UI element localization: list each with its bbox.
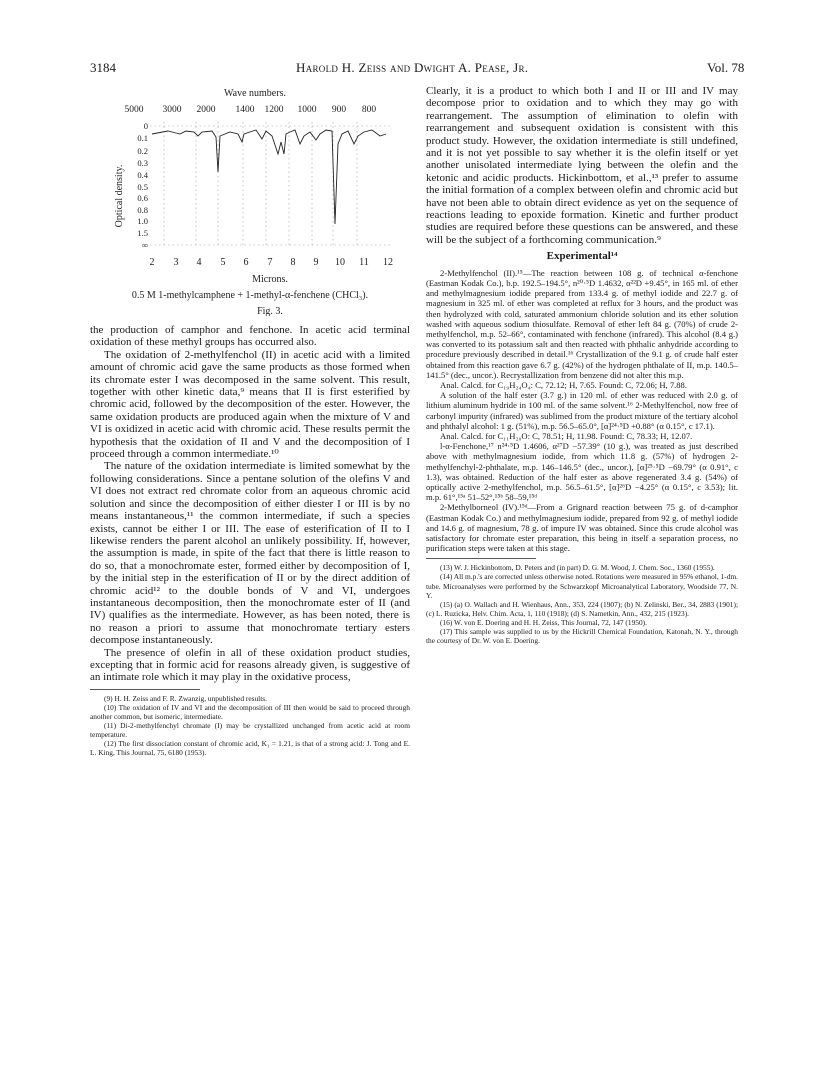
bottom-tick-label: 10 [335, 257, 345, 268]
bottom-tick-label: 12 [383, 257, 393, 268]
top-tick-label: 2000 [196, 105, 216, 115]
top-tick-label: 1200 [264, 105, 284, 115]
y-tick-label: ∞ [141, 240, 148, 250]
experimental-paragraph: l-α-Fenchone,¹⁷ n²⁴·⁵D 1.4606, α²⁷D −57.39° (10 g.), was treated as just described above with methylmagnesium iodide, from which 11.8 g. (57%) of hydrogen 2-methylfenchyl-2-phthalate, m.p. 146–146.5° (dec., uncor.), [α]²⁵·⁵D −69.79° (α 0.91°, c 1.3), was obtained. Reduction of the half ester as above regenerated 3.4 g. (54%) of optically active 2-methylfenchol, m.p. 56.5–61.5°, [α]²⁶D −4.25° (α 0.15°, c 3.53); lit. m.p. 61°,¹⁵ᵃ 51–52°,¹⁵ᵇ 58–59,¹⁵ᵈ [426, 441, 738, 503]
y-tick-label: 0.1 [137, 133, 148, 143]
footnote-divider [90, 689, 200, 690]
left-column [90, 324, 410, 757]
experimental-paragraph: A solution of the half ester (3.7 g.) in 120 ml. of ether was reduced with 2.0 g. of lithium aluminum hydride in 100 ml. of the same solvent.¹⁶ 2-Methylfenchol, now free of carbonyl impurity (infrared) was sublimed from the product mixture of the tertiary alcohol and phthalyl alcohol: 1 g. (51%), m.p. 56.5–65.0°, [α]²⁴·⁵D +0.88° (α 0.15°, c 17.1). [426, 390, 738, 431]
y-tick-label: 0.3 [137, 158, 148, 168]
y-tick-label: 0.6 [137, 193, 148, 203]
bottom-tick-label: 7 [267, 257, 273, 268]
top-tick-label: 900 [331, 105, 347, 115]
footnote: (10) The oxidation of IV and VI and the decomposition of III then would be said to proceed through another common, but isomeric, intermediate. [90, 702, 410, 721]
footnote: (15) (a) O. Wallach and H. Wienhaus, Ann., 353, 224 (1907); (b) N. Zelinski, Ber., 34, 2883 (1901); (c) L. Ruzicka, Helv. Chim. Acta, 1, 110 (1918); (d) S. Nametkin, Ann., 432, 215 (1923). [426, 599, 738, 618]
y-tick-label: 0.4 [137, 170, 148, 180]
footnote: (9) H. H. Zeiss and F. R. Zwanzig, unpublished results. [104, 693, 268, 703]
paragraph: The nature of the oxidation intermediate is limited somewhat by the following considerations. Since a pentane solution of the olefins V and VI does not extract red chromate color from an aqueous chromic acid solution and since the decomposition of either diester I or III is by no means instantaneous,¹¹ the common intermediate, if such a species exists, cannot be either I or III. The ease of esterification of II to I likewise renders the parent alcohol an unlikely possibility. If, however, the assumption is made, in spite of the fact that there is little reason to do so, that a monochromate ester, formed either by decomposition of I, by the initial step in the esterification of II or by the direct addition of chromic acid¹² to the double bonds of V and VI, undergoes instantaneous decomposition, then the monochromate ester of II (and IV) qualifies as the intermediate. However, as has been noted, there is no reason a priori to assume that monochromate tertiary esters decompose instantaneously. [90, 460, 410, 647]
y-tick-label: 1.0 [137, 216, 148, 226]
bottom-tick-label: 11 [359, 257, 369, 268]
top-tick-label: 1400 [235, 105, 255, 115]
y-tick-label: 0.5 [137, 182, 148, 192]
figure-caption: 0.5 M 1-methylcamphene + 1-methyl-α-fenchene (CHCl₃). [131, 290, 369, 301]
bottom-tick-label: 8 [290, 257, 296, 268]
top-tick-label: 5000 [124, 105, 144, 115]
bottom-tick-label: 9 [313, 257, 319, 268]
paragraph: The oxidation of 2-methylfenchol (II) in acetic acid with a limited amount of chromic acid gave the same products as those formed when its chromate ester I was decomposed in the same solvent. This result, together with other kinetic data,⁹ means that II is first esterified by chromic acid, followed by the decomposition of the ester. However, the same oxidation products are produced again when the mixture of V and VI is oxidized in acetic acid with chromic acid. These results permit the hypothesis that the oxidation of II and V and the decomposition of I proceed through a common intermediate.¹⁰ [90, 348, 410, 461]
bottom-tick-label: 3 [173, 257, 179, 268]
paragraph: Clearly, it is a product to which both I and II or III and IV may decompose prior to oxidation and to which they may go with rearrangement. The assumption of elimination to olefin with rearrangement and subsequent oxidation is consistent with this product study. However, the oxidation intermediate is still undefined, and it is not yet possible to say whether it is the olefin itself or yet another unisolated intermediate lying between the olefin and the ketonic and acidic products. Hickinbottom, et al.,¹³ prefer to assume the initial formation of a complex between olefin and chromic acid but have not been able to obtain direct evidence as yet on the sequence of reactions leading to epoxide formation. Kinetic and further product studies are required before these questions can be answered, and these will be the subject of a forthcoming communication.⁹ [426, 85, 738, 246]
experimental-heading: Experimental¹⁴ [546, 250, 618, 263]
bottom-tick-label: 4 [196, 257, 202, 268]
microns-label: Microns. [252, 274, 288, 285]
footnote: (14) All m.p.'s are corrected unless otherwise noted. Rotations were measured in 95% ethanol, 1-dm. tube. Microanalyses were performed by the Schwarzkopf Microanalytical Laboratory, Woodside 77, N. Y. [426, 572, 738, 600]
analysis-line: Anal. Calcd. for C₁₁H₂₀O: C, 78.51; H, 11.98. Found: C, 78.33; H, 12.07. [440, 430, 693, 441]
right-column [426, 85, 738, 645]
paragraph: the production of camphor and fenchone. In acetic acid terminal oxidation of these methyl groups has occurred also. [90, 324, 410, 349]
experimental-paragraph: 2-Methylfenchol (II).¹⁵—The reaction between 108 g. of technical α-fenchone (Eastman Kodak Co.), b.p. 192.5–194.5°, n²⁰·⁵D 1.4632, α²²D +9.45°, in 165 ml. of ether and methylmagnesium iodide prepared from 133.4 g. of methyl iodide and 22.7 g. of magnesium in 325 ml. of ether was completed at reflux for 3 hours, and the product was then hydrolyzed with cold, saturated ammonium chloride solution and its ether solution washed with aqueous sodium thiosulfate. Removal of ether left 84 g. (70%) of crude 2-methylfenchol, m.p. 52–66°, contaminated with fenchone (infrared). This alcohol (8.4 g.) was converted to its potassium salt and then reacted with phthalic anhydride according to procedure previously described in detail.¹⁶ Crystallization of the 9.1 g. of crude half ester obtained from this reaction gave 6.7 g. (42%) of the hydrogen phthalate of II, m.p. 140.5–141.5° (dec., uncor.). Recrystallization from benzene did not alter this m.p. [426, 267, 738, 380]
figure-number: Fig. 3. [257, 306, 283, 316]
top-tick-label: 1000 [297, 105, 317, 115]
ir-spectrum-figure [90, 84, 420, 316]
page-number: 3184 [90, 60, 116, 75]
footnote: (13) W. J. Hickinbottom, D. Peters and (in part) D. G. M. Wood, J. Chem. Soc., 1360 (1955). [440, 563, 715, 573]
top-tick-label: 800 [361, 105, 377, 115]
bottom-tick-label: 6 [243, 257, 249, 268]
wave-numbers-label: Wave numbers. [224, 88, 286, 99]
y-tick-label: 0.2 [137, 146, 148, 156]
analysis-line: Anal. Calcd. for C₁₉H₂₄O₄: C, 72.12; H, 7.65. Found: C, 72.06; H, 7.88. [440, 379, 688, 390]
top-tick-label: 3000 [162, 105, 182, 115]
experimental-paragraph: 2-Methylborneol (IV).¹⁵ᵈ—From a Grignard reaction between 75 g. of d-camphor (Eastman Kodak Co.) and methylmagnesium iodide, prepared from 92 g. of methyl iodide and 14.6 g. of magnesium, 78 g. of impure IV was obtained. Since this crude alcohol was satisfactory for chromate ester preparation, this being in itself a separation process, no purification steps were taken at this stage. [426, 502, 738, 554]
running-head-authors: Harold H. Zeiss and Dwight A. Pease, Jr. [296, 60, 529, 75]
bottom-tick-label: 2 [149, 257, 155, 268]
bottom-tick-label: 5 [220, 257, 226, 268]
y-tick-label: 0 [143, 121, 148, 131]
footnote: (11) Di-2-methylfenchyl chromate (I) may be crystallized unchanged from acetic acid at room temperature. [90, 721, 410, 740]
footnote-divider [426, 558, 536, 559]
spectrum-trace [152, 130, 386, 224]
footnote: (12) The first dissociation constant of chromic acid, K₁ = 1.21, is that of a strong acid: J. Tong and E. L. King, This Journal, 75, 6180 (1953). [90, 739, 410, 758]
y-axis-label: Optical density. [114, 164, 125, 228]
volume-label: Vol. 78 [707, 60, 745, 75]
y-tick-label: 1.5 [137, 228, 148, 238]
footnote: (16) W. von E. Doering and H. H. Zeiss, This Journal, 72, 147 (1950). [440, 617, 647, 627]
y-tick-label: 0.8 [137, 205, 148, 215]
paragraph: The presence of olefin in all of these oxidation product studies, excepting that in formic acid for reasons already given, is suggestive of an intimate role which it may play in the oxidative process, [90, 646, 410, 684]
footnote: (17) This sample was supplied to us by the Hickrill Chemical Foundation, Katonah, N. Y., through the courtesy of Dr. W. von E. Doering. [426, 627, 738, 646]
